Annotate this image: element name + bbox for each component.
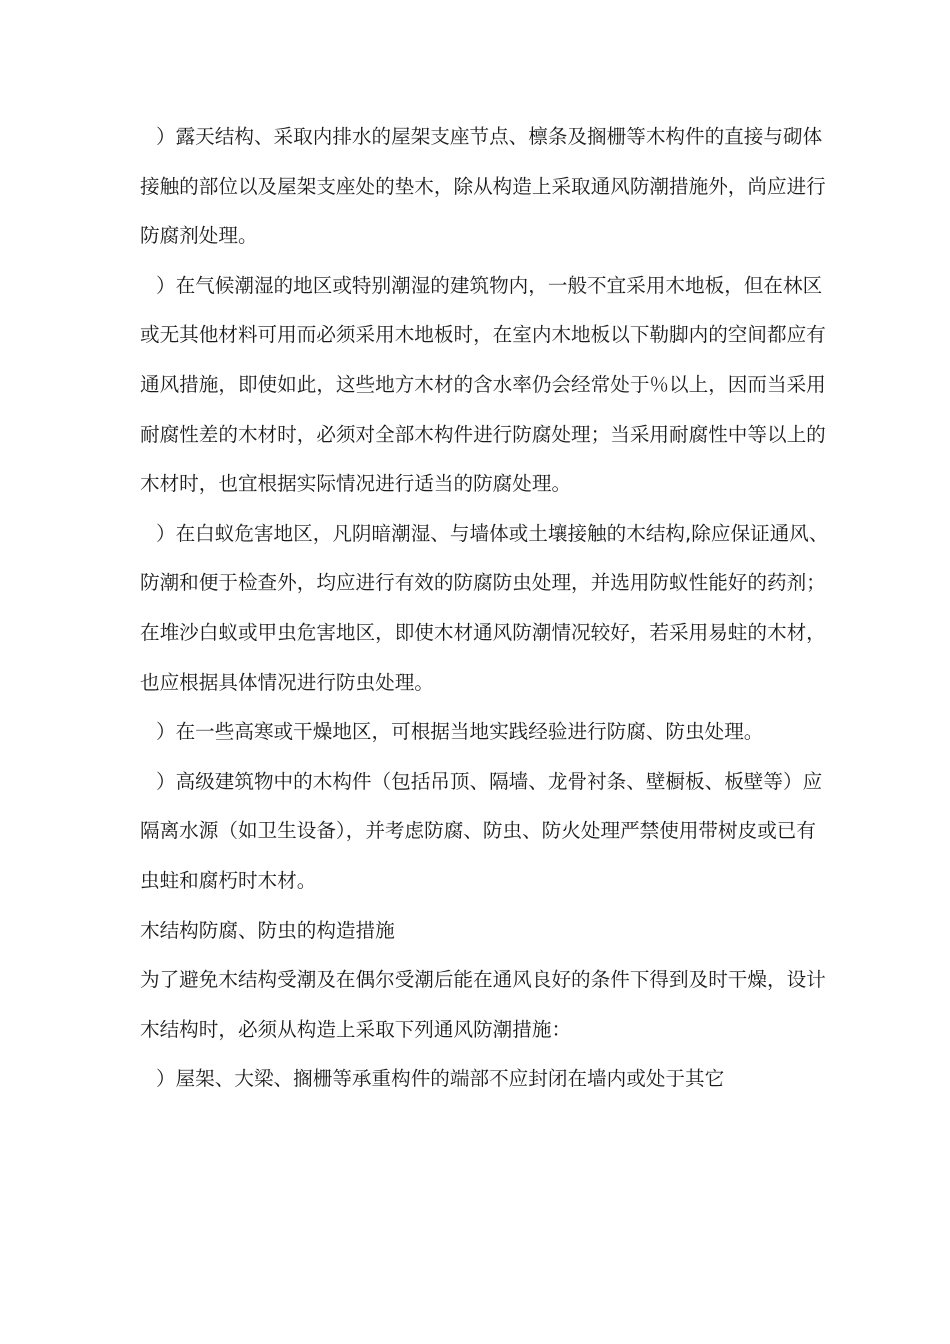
paragraph-member-ends: ）屋架、大梁、搁栅等承重构件的端部不应封闭在墙内或处于其它 [156, 1067, 725, 1091]
paragraph-high-grade-buildings: ）高级建筑物中的木构件（包括吊顶、隔墙、龙骨衬条、壁橱板、板壁等）应隔离水源（如卫生设备），并考虑防腐、防虫、防火处理严禁使用带树皮或已有虫蛀和腐朽时木材。 [140, 769, 823, 892]
document-body [140, 112, 830, 1104]
paragraph-exposed-structures: ）露天结构、采取内排水的屋架支座节点、檩条及搁栅等木构件的直接与砌体接触的部位以及屋架支座处的垫木，除从构造上采取通风防潮措施外，尚应进行防腐剂处理。 [140, 125, 826, 248]
paragraph-humid-regions: ）在气候潮湿的地区或特别潮湿的建筑物内，一般不宜采用木地板，但在林区或无其他材料可用而必须采用木地板时，在室内木地板以下勒脚内的空间都应有通风措施，即使如此，这些地方木材的含水率仍会经常处于％以上，因而当采用耐腐性差的木材时，必须对全部木构件进行防腐处理；当采用耐腐性中等以上的木材时，也宜根据实际情况进行适当的防腐处理。 [140, 273, 826, 496]
section-heading: 木结构防腐、防虫的构造措施 [140, 918, 395, 942]
paragraph-section-intro: 为了避免木结构受潮及在偶尔受潮后能在通风良好的条件下得到及时干燥，设计木结构时，必须从构造上采取下列通风防潮措施： [140, 968, 826, 1041]
paragraph-termite-regions: ）在白蚁危害地区，凡阴暗潮湿、与墙体或土壤接触的木结构,除应保证通风、防潮和便于检查外，均应进行有效的防腐防虫处理，并选用防蚁性能好的药剂；在堆沙白蚁或甲虫危害地区，即使木材通风防潮情况较好，若采用易蛀的木材，也应根据具体情况进行防虫处理。 [140, 521, 829, 694]
paragraph-cold-dry-regions: ）在一些高寒或干燥地区，可根据当地实践经验进行防腐、防虫处理。 [156, 720, 764, 744]
